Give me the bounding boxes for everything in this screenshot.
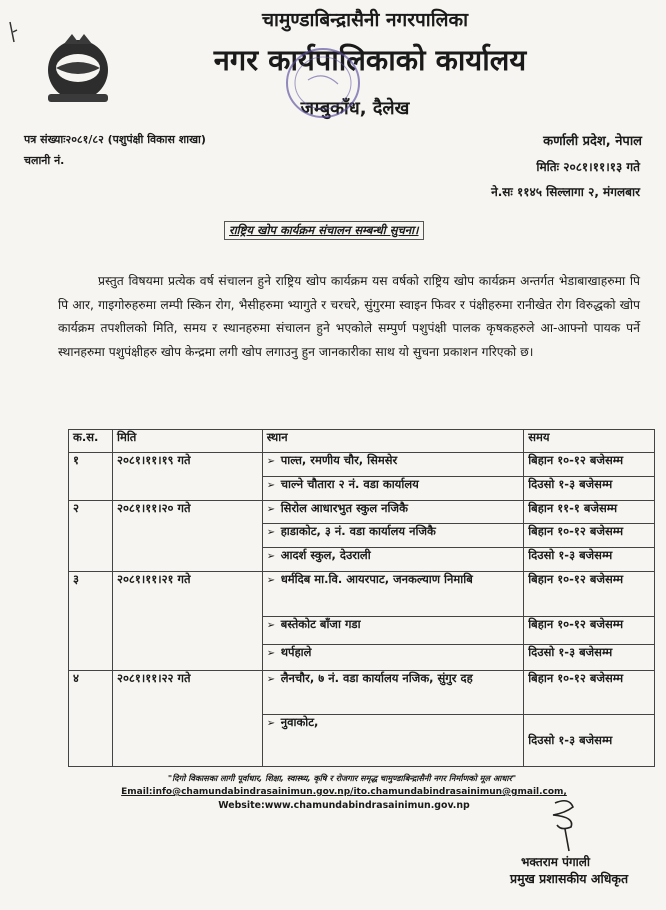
footer-website: Website:www.chamundabindrasainimun.gov.np	[218, 800, 470, 811]
place-name: थर्पहाले	[280, 645, 312, 659]
serial-number: १	[69, 453, 113, 501]
schedule-time: बिहान १०-१२ बजेसम्म	[524, 671, 655, 715]
place-name: नुवाकोट,	[280, 715, 319, 729]
place-name: धर्मदिब मा.वि. आयरपाट, जनकल्याण निमाबि	[280, 572, 473, 586]
schedule-time: बिहान १०-१२ बजेसम्म	[524, 572, 655, 617]
notice-body: प्रस्तुत विषयमा प्रत्येक वर्ष संचालन हुने राष्ट्रिय खोप कार्यक्रम यस वर्षको राष्ट्रिय खोप कार्यक्रम अन्तर्गत भेडाबाखाहरुमा पि पि आर, गाइगोरुहरुमा लम्पी स्किन रोग, भैसीहरुमा भ्यागुते र चरचरे, सुंगुरमा स्वाइन फिवर र पंक्षीहरुमा रानीखेत रोग विरुद्धको खोप कार्यक्रम तपशीलको मिति, समय र स्थानहरुमा संचालन हुने भएकोले सम्पुर्ण पशुपंक्षी पालक कृषकहरुले आ-आफ्नो पायक पर्ने स्थानहरुमा पशुपंक्षीहरु खोप केन्द्रमा लगी खोप लगाउनु हुन जानकारीका साथ यो सुचना प्रकाशन गरिएको छ।	[58, 274, 640, 359]
table-row	[69, 453, 655, 477]
office-seal-stamp	[268, 40, 378, 126]
footer-slogan: "दिगो विकासका लागी पूर्वाधार, शिक्षा, स्वास्थ्य, कृषि र रोजगार समृद्ध चामुण्डाबिन्द्रासैनी नगर निर्माणको मूल आधार"	[167, 773, 517, 783]
serial-number: ३	[69, 572, 113, 671]
place-name: चाल्ने चौतारा २ नं. वडा कार्यालय	[280, 477, 419, 491]
arrow-bullet-icon: ➢	[266, 480, 276, 491]
signatory-name: भक्तराम पंगाली	[521, 855, 591, 869]
schedule-date: २०८१।११।२० गते	[112, 501, 262, 572]
dispatch-number: चलानी नं.	[24, 154, 65, 167]
place-name: पाल्त, रमणीय चौर, सिमसेर	[280, 453, 398, 467]
place-name: लैनचौर, ७ नं. वडा कार्यालय नजिक, सुंगुर दह	[280, 671, 473, 685]
schedule-time: दिउसो १-३ बजेसम्म	[524, 715, 655, 767]
column-header-time: समय	[524, 430, 655, 453]
footer-email: Email:info@chamundabindrasainimun.gov.np/ito.chamundabindrasainimun@gmail.com,	[121, 787, 567, 797]
table-header-row	[69, 430, 655, 453]
place-name: सिरोल आधारभुत स्कुल नजिकै	[280, 501, 408, 515]
arrow-bullet-icon: ➢	[266, 551, 276, 562]
office-location: जम्बुकाँध, दैलेख	[300, 98, 410, 119]
arrow-bullet-icon: ➢	[266, 718, 276, 729]
letter-date: मितिः २०८१।११।१३ गते	[536, 160, 640, 174]
arrow-bullet-icon: ➢	[266, 648, 276, 659]
table-row	[69, 572, 655, 617]
place-name: आदर्श स्कुल, देउराली	[280, 548, 371, 562]
handwritten-signature	[525, 795, 605, 855]
schedule-time: दिउसो १-३ बजेसम्म	[524, 477, 655, 501]
schedule-time: बिहान ११-१ बजेसम्म	[524, 501, 655, 524]
arrow-bullet-icon: ➢	[266, 620, 276, 631]
serial-number: ४	[69, 671, 113, 767]
schedule-date: २०८१।११।२१ गते	[112, 572, 262, 671]
pen-mark	[8, 20, 22, 44]
schedule-time: बिहान १०-१२ बजेसम्म	[524, 617, 655, 645]
column-header-sn: क.स.	[69, 430, 113, 453]
arrow-bullet-icon: ➢	[266, 456, 276, 467]
arrow-bullet-icon: ➢	[266, 674, 276, 685]
schedule-date: २०८१।११।१९ गते	[112, 453, 262, 501]
schedule-date: २०८१।११।२२ गते	[112, 671, 262, 767]
nepal-sambat-date: ने.सः ११४५ सिल्लागा २, मंगलबार	[491, 185, 640, 199]
notice-subject: राष्ट्रिय खोप कार्यक्रम संचालन सम्बन्धी सुचना।	[224, 221, 424, 240]
table-row	[69, 501, 655, 524]
vaccination-schedule-table	[68, 429, 655, 767]
schedule-time: बिहान १०-१२ बजेसम्म	[524, 524, 655, 548]
municipality-name: चामुण्डाबिन्द्रासैनी नगरपालिका	[261, 9, 469, 31]
serial-number: २	[69, 501, 113, 572]
office-title: नगर कार्यपालिकाको कार्यालय	[213, 43, 527, 77]
place-name: बस्तेकोट बाँजा गडा	[280, 617, 361, 631]
arrow-bullet-icon: ➢	[266, 504, 276, 515]
province-label: कर्णाली प्रदेश, नेपाल	[543, 134, 642, 149]
schedule-time: बिहान १०-१२ बजेसम्म	[524, 453, 655, 477]
place-name: हाडाकोट, ३ नं. वडा कार्यालय नजिकै	[280, 524, 436, 538]
table-row	[69, 671, 655, 715]
schedule-time: दिउसो १-३ बजेसम्म	[524, 645, 655, 671]
signatory-title: प्रमुख प्रशासकीय अधिकृत	[510, 871, 629, 886]
government-emblem-logo	[38, 28, 118, 108]
reference-number: पत्र संख्याः२०८१/८२ (पशुपंक्षी विकास शाखा)	[24, 133, 206, 146]
column-header-place: स्थान	[262, 430, 524, 453]
schedule-time: दिउसो १-३ बजेसम्म	[524, 548, 655, 572]
arrow-bullet-icon: ➢	[266, 527, 276, 538]
column-header-date: मिति	[112, 430, 262, 453]
arrow-bullet-icon: ➢	[266, 575, 276, 586]
